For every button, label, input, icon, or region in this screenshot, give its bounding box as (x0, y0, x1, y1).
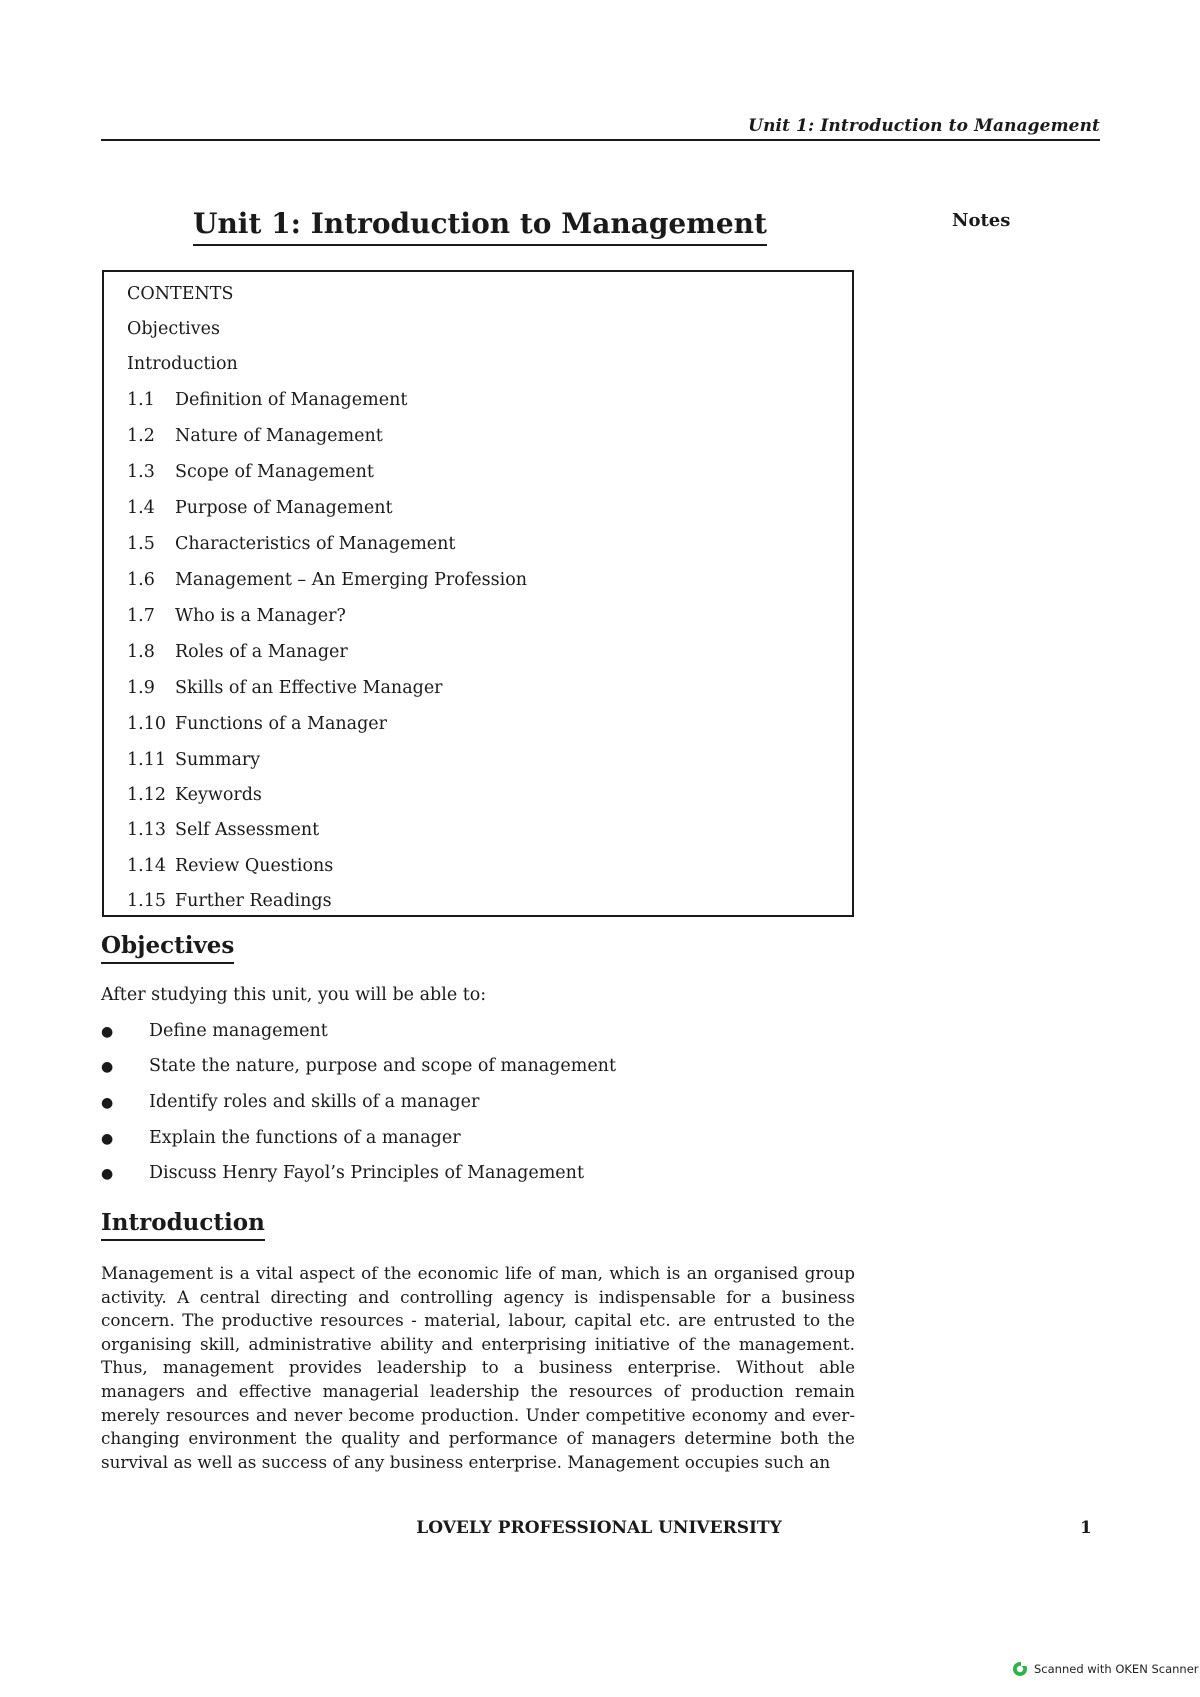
toc-number: 1.5 (127, 534, 155, 554)
toc-label: Who is a Manager? (175, 606, 346, 626)
objective-text: Identify roles and skills of a manager (149, 1092, 480, 1112)
toc-item (127, 352, 238, 376)
toc-number: 1.9 (127, 678, 155, 698)
toc-number: 1.11 (127, 750, 166, 770)
toc-label: Summary (175, 750, 261, 770)
toc-number: 1.8 (127, 642, 155, 662)
contents-heading: CONTENTS (127, 284, 234, 304)
toc-label: Objectives (127, 319, 220, 339)
toc-label: Definition of Management (175, 390, 408, 410)
toc-label: Introduction (127, 354, 238, 374)
toc-item (127, 388, 407, 412)
scanner-logo-icon (1012, 1661, 1028, 1677)
objective-item (101, 1161, 584, 1186)
toc-item (127, 640, 348, 664)
contents-box (102, 270, 854, 917)
toc-item (127, 818, 319, 842)
toc-item (127, 496, 393, 520)
toc-item (127, 854, 333, 878)
toc-number: 1.13 (127, 820, 166, 840)
bullet-icon: ● (101, 1166, 114, 1182)
toc-label: Nature of Management (175, 426, 383, 446)
toc-label: Review Questions (175, 856, 334, 876)
toc-label: Further Readings (175, 891, 332, 911)
toc-label: Skills of an Effective Manager (175, 678, 443, 698)
toc-label: Functions of a Manager (175, 714, 388, 734)
scanner-watermark (1012, 1661, 1199, 1677)
toc-number: 1.7 (127, 606, 155, 626)
title-wrapper (101, 206, 859, 246)
toc-item (127, 424, 383, 448)
toc-item (127, 604, 346, 628)
footer-university-text: LOVELY PROFESSIONAL UNIVERSITY (416, 1518, 782, 1538)
objective-text: Discuss Henry Fayol’s Principles of Management (149, 1163, 584, 1183)
objective-item (101, 1054, 616, 1079)
running-header: Unit 1: Introduction to Management (748, 116, 1100, 136)
toc-item (127, 568, 527, 592)
objective-text: Explain the functions of a manager (149, 1128, 461, 1148)
toc-item (127, 460, 374, 484)
objective-text: State the nature, purpose and scope of management (149, 1056, 616, 1076)
objectives-intro: After studying this unit, you will be able to: (101, 985, 487, 1005)
toc-number: 1.12 (127, 785, 166, 805)
toc-item (127, 889, 332, 913)
objective-item (101, 1019, 328, 1044)
scanner-label: Scanned with OKEN Scanner (1034, 1662, 1199, 1676)
toc-number: 1.10 (127, 714, 166, 734)
toc-label: Characteristics of Management (175, 534, 456, 554)
toc-label: Purpose of Management (175, 498, 393, 518)
objective-text: Define management (149, 1021, 328, 1041)
objective-item (101, 1126, 461, 1151)
toc-label: Management – An Emerging Profession (175, 570, 528, 590)
header-rule (101, 139, 1100, 141)
toc-label: Scope of Management (175, 462, 374, 482)
toc-item (127, 676, 443, 700)
toc-label: Self Assessment (175, 820, 320, 840)
toc-number: 1.4 (127, 498, 155, 518)
toc-item (127, 748, 260, 772)
introduction-paragraph: Management is a vital aspect of the economic life of man, which is an organised group activity. A central directing and controlling agency is indispensable for a business concern. The productive resources - material, labour, capital etc. are entrusted to the organising skill, administrative ability and enterprising initiative of the management. Thus, management provides leadership to a business enterprise. Without able managers and effective managerial leadership the resources of production remain merely resources and never become production. Under competitive economy and ever-changing environment the quality and performance of managers determine both the survival as well as success of any business enterprise. Management occupies such an (101, 1263, 855, 1472)
toc-item (127, 532, 455, 556)
objectives-heading: Objectives (101, 931, 234, 964)
toc-label: Keywords (175, 785, 262, 805)
bullet-icon: ● (101, 1131, 114, 1147)
toc-number: 1.6 (127, 570, 155, 590)
toc-number: 1.14 (127, 856, 166, 876)
toc-label: Roles of a Manager (175, 642, 348, 662)
toc-item (127, 783, 262, 807)
bullet-icon: ● (101, 1059, 114, 1075)
toc-item (127, 712, 387, 736)
footer-university (0, 1518, 1200, 1538)
objective-item (101, 1090, 479, 1115)
page-number: 1 (1080, 1518, 1092, 1538)
toc-number: 1.2 (127, 426, 155, 446)
toc-number: 1.1 (127, 390, 155, 410)
bullet-icon: ● (101, 1024, 114, 1040)
introduction-heading: Introduction (101, 1208, 265, 1241)
toc-item (127, 317, 220, 341)
bullet-icon: ● (101, 1095, 114, 1111)
notes-label: Notes (952, 210, 1011, 231)
toc-number: 1.3 (127, 462, 155, 482)
page-title: Unit 1: Introduction to Management (193, 206, 767, 246)
toc-number: 1.15 (127, 891, 166, 911)
